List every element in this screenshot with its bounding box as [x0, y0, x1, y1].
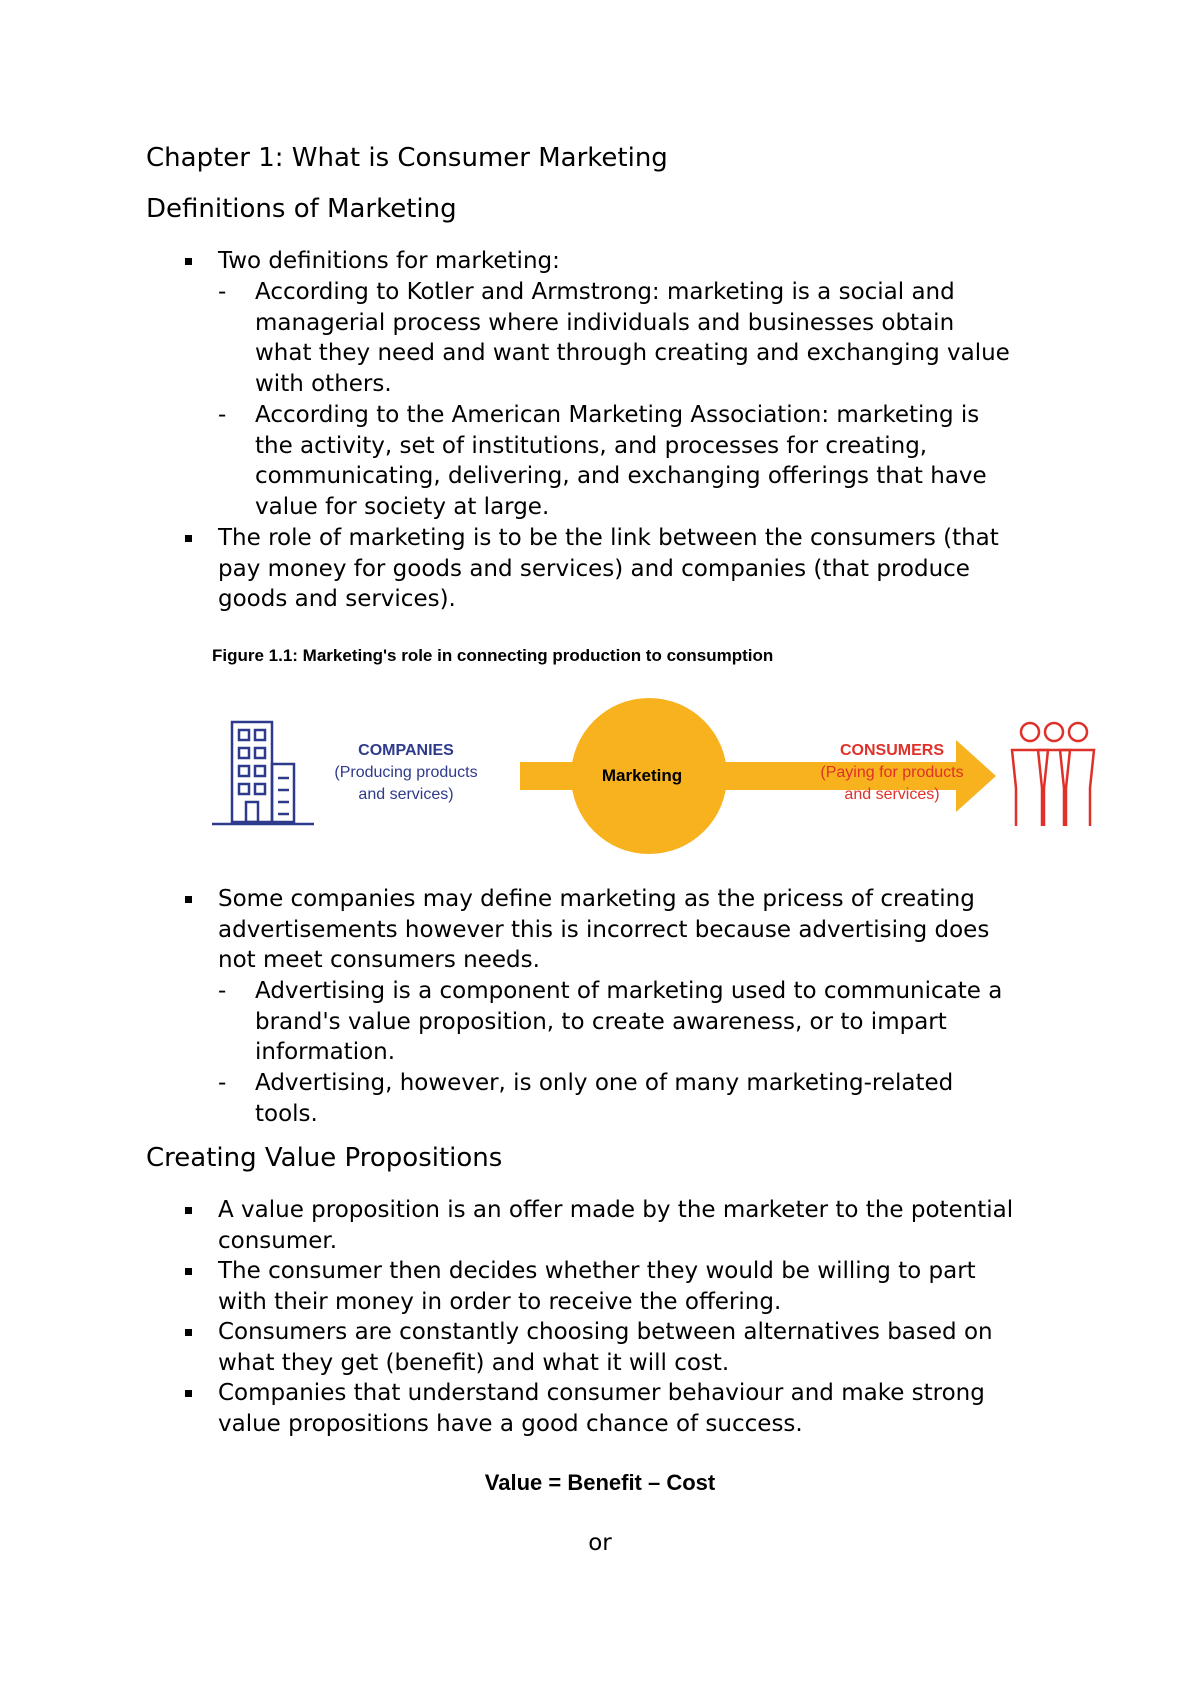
section-heading-value-propositions: Creating Value Propositions — [146, 1143, 503, 1173]
list-item: Consumers are constantly choosing between alternatives based on what they get (benefit) and what it will cost. — [218, 1319, 993, 1376]
sub-list-item: Advertising, however, is only one of many marketing-related tools. — [255, 1070, 954, 1127]
chapter-title: Chapter 1: What is Consumer Marketing — [146, 143, 668, 173]
people-icon — [1012, 723, 1094, 826]
marketing-label: Marketing — [601, 766, 683, 785]
list-item: Two definitions for marketing: — [218, 248, 560, 274]
list-item: The role of marketing is to be the link between the consumers (that pay money for goods and services) and companies (that produce goods and services). — [218, 525, 999, 613]
dash-marker: - — [218, 279, 227, 305]
dash-marker: - — [218, 402, 227, 428]
list-item: The consumer then decides whether they would be willing to part with their money in order to receive the offering. — [218, 1258, 976, 1315]
companies-label: COMPANIES (Producing products and services) — [334, 742, 478, 803]
section-heading-definitions: Definitions of Marketing — [146, 194, 457, 224]
bullet-marker — [185, 535, 192, 542]
bullet-marker — [185, 1390, 192, 1397]
sub-list-item: According to the American Marketing Association: marketing is the activity, set of institutions, and processes for creating, communicating, delivering, and exchanging offerings that have value for society at large. — [255, 402, 987, 521]
bullet-marker — [185, 1268, 192, 1275]
consumers-label: CONSUMERS (Paying for products and services) — [820, 742, 964, 803]
value-formula: Value = Benefit – Cost — [484, 1470, 716, 1495]
or-text: or — [588, 1530, 612, 1556]
dash-marker: - — [218, 1070, 227, 1096]
building-icon — [212, 722, 314, 824]
figure-marketing-role — [196, 638, 1096, 868]
bullet-marker — [185, 1207, 192, 1214]
list-item: A value proposition is an offer made by the marketer to the potential consumer. — [218, 1197, 1014, 1254]
dash-marker: - — [218, 978, 227, 1004]
list-item: Companies that understand consumer behaviour and make strong value propositions have a good chance of success. — [218, 1380, 985, 1437]
sub-list-item: Advertising is a component of marketing used to communicate a brand's value proposition, to create awareness, or to impart information. — [255, 978, 1003, 1066]
sub-list-item: According to Kotler and Armstrong: marketing is a social and managerial process where individuals and businesses obtain what they need and want through creating and exchanging value with others. — [255, 279, 1010, 398]
list-item: Some companies may define marketing as the pricess of creating advertisements however this is incorrect because advertising does not meet consumers needs. — [218, 886, 990, 974]
bullet-marker — [185, 258, 192, 265]
bullet-marker — [185, 896, 192, 903]
figure-caption: Figure 1.1: Marketing's role in connecting production to consumption — [212, 646, 774, 665]
bullet-marker — [185, 1329, 192, 1336]
